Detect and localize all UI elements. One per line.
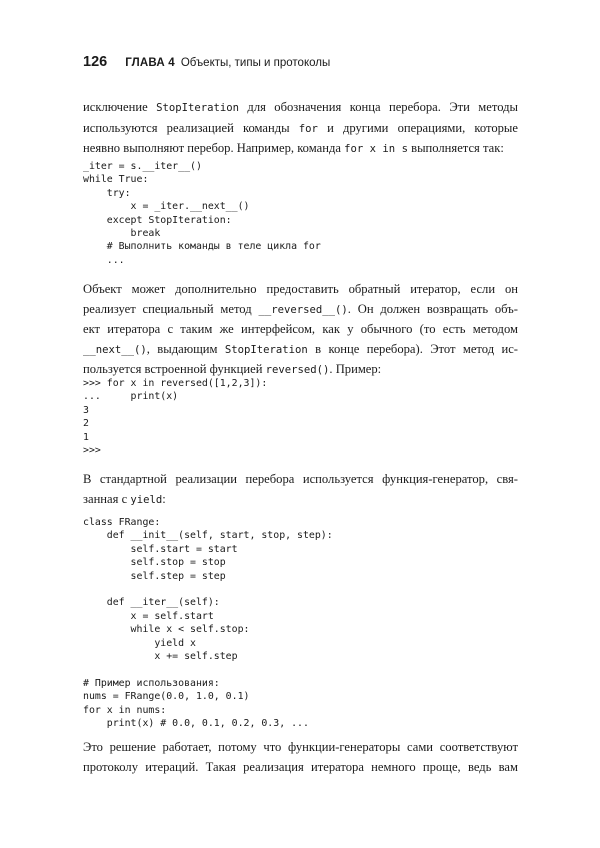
code-listing: class FRange: def __init__(self, start, stop, step): self.start = start self.stop = stop self.step = step def __iter__(self): x = self.start while x < self.stop: yield x x += self.step # Пример использования: nums = FRange(0.0, 1.0, 0.1) for x in nums: print(x) # 0.0, 0.1, 0.2, 0.3, ... xyxy=(83,517,333,730)
text-line: реализует специальный метод __reversed__(). Он должен возвращать объ- xyxy=(83,301,518,316)
code-listing: >>> for x in reversed([1,2,3]): ... print(x) 3 2 1 >>> xyxy=(83,378,268,457)
paragraph-conclusion xyxy=(83,738,518,777)
text-line: протоколу итераций. Такая реализация итератора немного проще, ведь вам xyxy=(83,759,518,774)
inline-code: StopIteration xyxy=(156,102,239,114)
inline-code: in xyxy=(382,143,396,155)
text-line: неявно выполняют перебор. Например, команда for x in s выполняется так: xyxy=(83,141,504,155)
paragraph-generator xyxy=(83,470,518,510)
inline-code: __next__() xyxy=(83,343,147,356)
text-line: используются реализацией команды for и другими операциями, которые xyxy=(83,120,518,135)
paragraph-stopiteration xyxy=(83,98,518,160)
text-line: Это решение работает, потому что функции-генераторы сами соответствуют xyxy=(83,740,518,754)
page-number: 126 xyxy=(83,54,108,70)
inline-code: x xyxy=(369,143,377,155)
inline-code: s xyxy=(401,143,408,155)
text-line: пользуется встроенной функцией reversed(). Пример: xyxy=(83,362,382,376)
inline-code: for xyxy=(298,122,318,135)
inline-code: __reversed__() xyxy=(258,303,348,316)
text-line: занная с yield: xyxy=(83,491,166,506)
code-listing: _iter = s.__iter__() while True: try: x = _iter.__next__() except StopIteration: break # Выполнить команды в теле цикла for ... xyxy=(83,161,321,266)
chapter-title: Объекты, типы и протоколы xyxy=(180,57,331,69)
inline-code: yield xyxy=(130,493,163,506)
code-block-iteration xyxy=(83,160,518,267)
inline-code: StopIteration xyxy=(224,343,308,356)
code-block-frange xyxy=(83,516,518,731)
paragraph-reversed xyxy=(83,280,518,381)
text-line: исключение StopIteration для обозначения конца перебора. Эти методы xyxy=(83,100,518,114)
inline-code: for xyxy=(344,143,364,155)
text-line: ект итератора с таким же интерфейсом, как у обычного (то есть методом xyxy=(83,322,518,336)
text-line: В стандартной реализации перебора используется функция-генератор, свя- xyxy=(83,472,518,486)
text-line: __next__(), выдающим StopIteration в конце перебора). Этот метод ис- xyxy=(83,341,518,356)
running-header xyxy=(83,54,330,72)
inline-code: reversed() xyxy=(265,364,330,376)
code-block-reversed xyxy=(83,377,518,457)
text-line: Объект может дополнительно предоставить обратный итератор, если он xyxy=(83,282,518,296)
chapter-label: ГЛАВА 4 xyxy=(125,57,175,69)
